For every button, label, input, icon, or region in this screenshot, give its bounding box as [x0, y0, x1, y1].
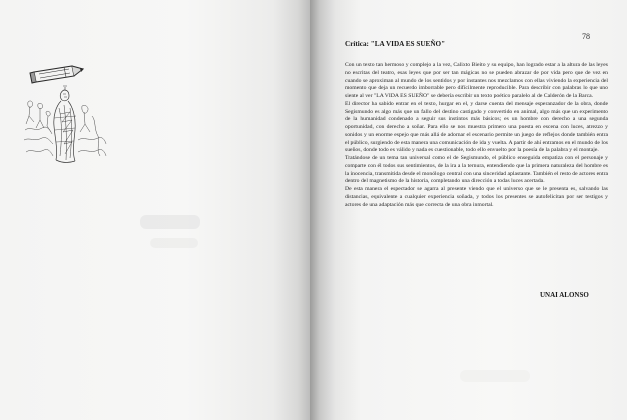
show-through-smudge [150, 238, 198, 248]
show-through-smudge [140, 215, 200, 229]
article-paragraph: Con un texto tan hermoso y complejo a la vez, Calixto Bieito y su equipo, han logrado estar a la altura de las leyes no escritas del teatro, esas leyes que por ser tan mágicas no se pueden abrazar de por vida pero que de vez en cuando se aproximan al mundo de los sentidos y por instantes nos mezclamos con ellas viviendo la experiencia del momento que deja un recuerdo imborrable pero difícilmente reproducible. Para describir con palabras lo que uno siente al ver "LA VIDA ES SUEÑO" se debería escribir un texto poético paralelo al de Calderón de la Barca. [345, 62, 608, 99]
show-through-smudge [460, 370, 530, 382]
author-signature: UNAI ALONSO [540, 291, 589, 299]
background-scribbles [24, 101, 106, 156]
review-article [345, 40, 608, 209]
article-paragraph: Tratándose de un tema tan universal como el de Segismundo, el público enseguida empatiza con el personaje y comparte con él todos sus sentimientos, de la ira a la ternura, entendiendo que la primera naturaleza del hombre es la inocencia, transmitida desde el monólogo central con una sinceridad aplastante. También el resto de actores entra dentro del magnetismo de la historia, completando una dirección a todas luces acertada. [345, 155, 608, 185]
left-page [0, 0, 310, 420]
article-paragraph: De esta manera el espectador se agarra al presente viendo que el universo que se le presenta es, salvando las distancias, equivalente a cualquier experiencia soñada, y todos los presentes se autofelicitan por ser testigos y actores de una adaptación más que correcta de una obra inmortal. [345, 186, 608, 208]
figure-drawing [54, 86, 76, 162]
sketch-illustration [20, 60, 112, 170]
article-title: Crítica: "LA VIDA ES SUEÑO" [345, 40, 446, 48]
pencil-drawing [30, 66, 83, 83]
article-paragraph: El director ha sabido entrar en el texto, hurgar en el, y darse cuenta del mensaje esperanzador de la obra, donde Segismundo es algo más que un fallo del destino castigado y convertido en animal, algo más que un experimento de la humanidad condenado a seguir sus instintos más básicos; es un hombre con derecho a una segunda oportunidad, con derecho a soñar. Para ello se nos muestra primero una puesta en escena con luces, atrezzo y sonidos y un enorme espejo que más allá de adornar el escenario permite un juego de reflejos donde también entra el público, surgiendo de esta manera una comunicación de ida y vuelta. A partir de ahí entramos en el mundo de los sueños, donde todo es válido y nada es cuestionable, todo ello envuelto por la poesía de la palabra y el montaje. [345, 100, 608, 154]
page-number: 78 [582, 32, 590, 41]
